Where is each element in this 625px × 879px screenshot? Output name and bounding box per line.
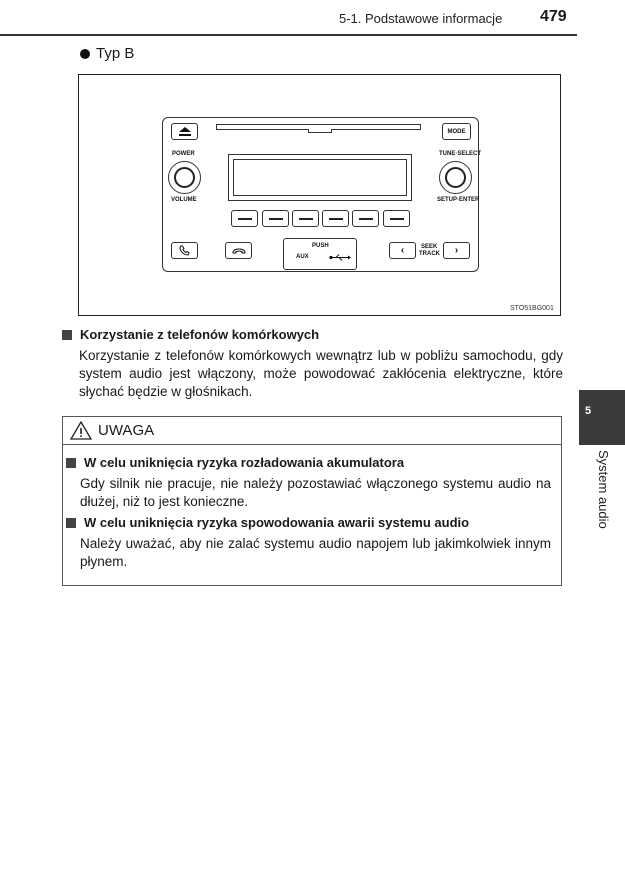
usb-icon [329, 253, 351, 262]
aux-label: AUX [296, 254, 309, 260]
track-label: TRACK [419, 251, 440, 257]
preset-button [231, 210, 258, 227]
page-number: 479 [540, 8, 567, 25]
warning-item-body: Gdy silnik nie pracuje, nie należy pozostawiać włączonego systemu audio na dłużej, niż to jest konieczne. [80, 476, 551, 509]
preset-button [262, 210, 289, 227]
mode-label: MODE [447, 128, 466, 135]
volume-label: VOLUME [171, 197, 197, 203]
square-bullet-icon [66, 518, 76, 528]
preset-button [383, 210, 410, 227]
header-rule [0, 34, 577, 36]
warning-item-heading-text: W celu uniknięcia ryzyka rozładowania akumulatora [84, 455, 405, 470]
tune-select-label: TUNE·SELECT [439, 151, 481, 157]
section-heading-phones [62, 327, 319, 342]
seek-label: SEEK [421, 244, 438, 250]
preset-dash [359, 218, 373, 220]
chevron-right-icon: › [454, 245, 459, 256]
preset-dash [269, 218, 283, 220]
warning-title: UWAGA [98, 421, 155, 439]
section-heading-text: Korzystanie z telefonów komórkowych [80, 327, 320, 342]
preset-button [292, 210, 319, 227]
preset-dash [238, 218, 252, 220]
tune-select-knob-center [445, 167, 466, 188]
running-header: 5-1. Podstawowe informacje [339, 11, 503, 26]
chapter-tab [579, 390, 625, 445]
chevron-left-icon: ‹ [400, 245, 405, 256]
power-label: POWER [172, 151, 195, 157]
hang-up-button [225, 242, 252, 259]
warning-triangle-icon [70, 421, 92, 440]
variant-label [80, 45, 134, 62]
eject-button [171, 123, 198, 140]
phone-pickup-icon [179, 245, 191, 256]
display-inner [233, 159, 407, 196]
square-bullet-icon [66, 458, 76, 468]
seek-back-button [389, 242, 416, 259]
volume-knob-center [174, 167, 195, 188]
warning-header [62, 416, 562, 445]
preset-button [322, 210, 349, 227]
warning-item-body: Należy uważać, aby nie zalać systemu audio napojem lub jakimkolwiek innym płynem. [80, 536, 551, 569]
cd-slot-notch [308, 129, 332, 133]
setup-enter-label: SETUP·ENTER [437, 197, 480, 203]
preset-dash [390, 218, 404, 220]
call-button [171, 242, 198, 259]
variant-label-text: Typ B [96, 45, 135, 62]
figure-code: STO51BG001 [510, 305, 554, 312]
chapter-number: 5 [585, 405, 592, 417]
preset-button [352, 210, 379, 227]
preset-dash [299, 218, 313, 220]
eject-icon [179, 127, 191, 136]
warning-item-heading [66, 455, 404, 470]
seek-forward-button [443, 242, 470, 259]
warning-item-heading-text: W celu uniknięcia ryzyka spowodowania awarii systemu audio [84, 515, 470, 530]
bullet-dot-icon [80, 49, 90, 59]
mode-button [442, 123, 471, 140]
chapter-title: System audio [596, 450, 611, 529]
preset-dash [329, 218, 343, 220]
square-bullet-icon [62, 330, 72, 340]
push-label: PUSH [312, 243, 329, 249]
phone-hangup-icon [232, 247, 246, 255]
section-body: Korzystanie z telefonów komórkowych wewnątrz lub w pobliżu samochodu, gdy system audio jest włączony, może powodować zakłócenia elektryczne, które słychać będzie w głośnikach. [79, 348, 563, 399]
warning-item-heading [66, 515, 469, 530]
